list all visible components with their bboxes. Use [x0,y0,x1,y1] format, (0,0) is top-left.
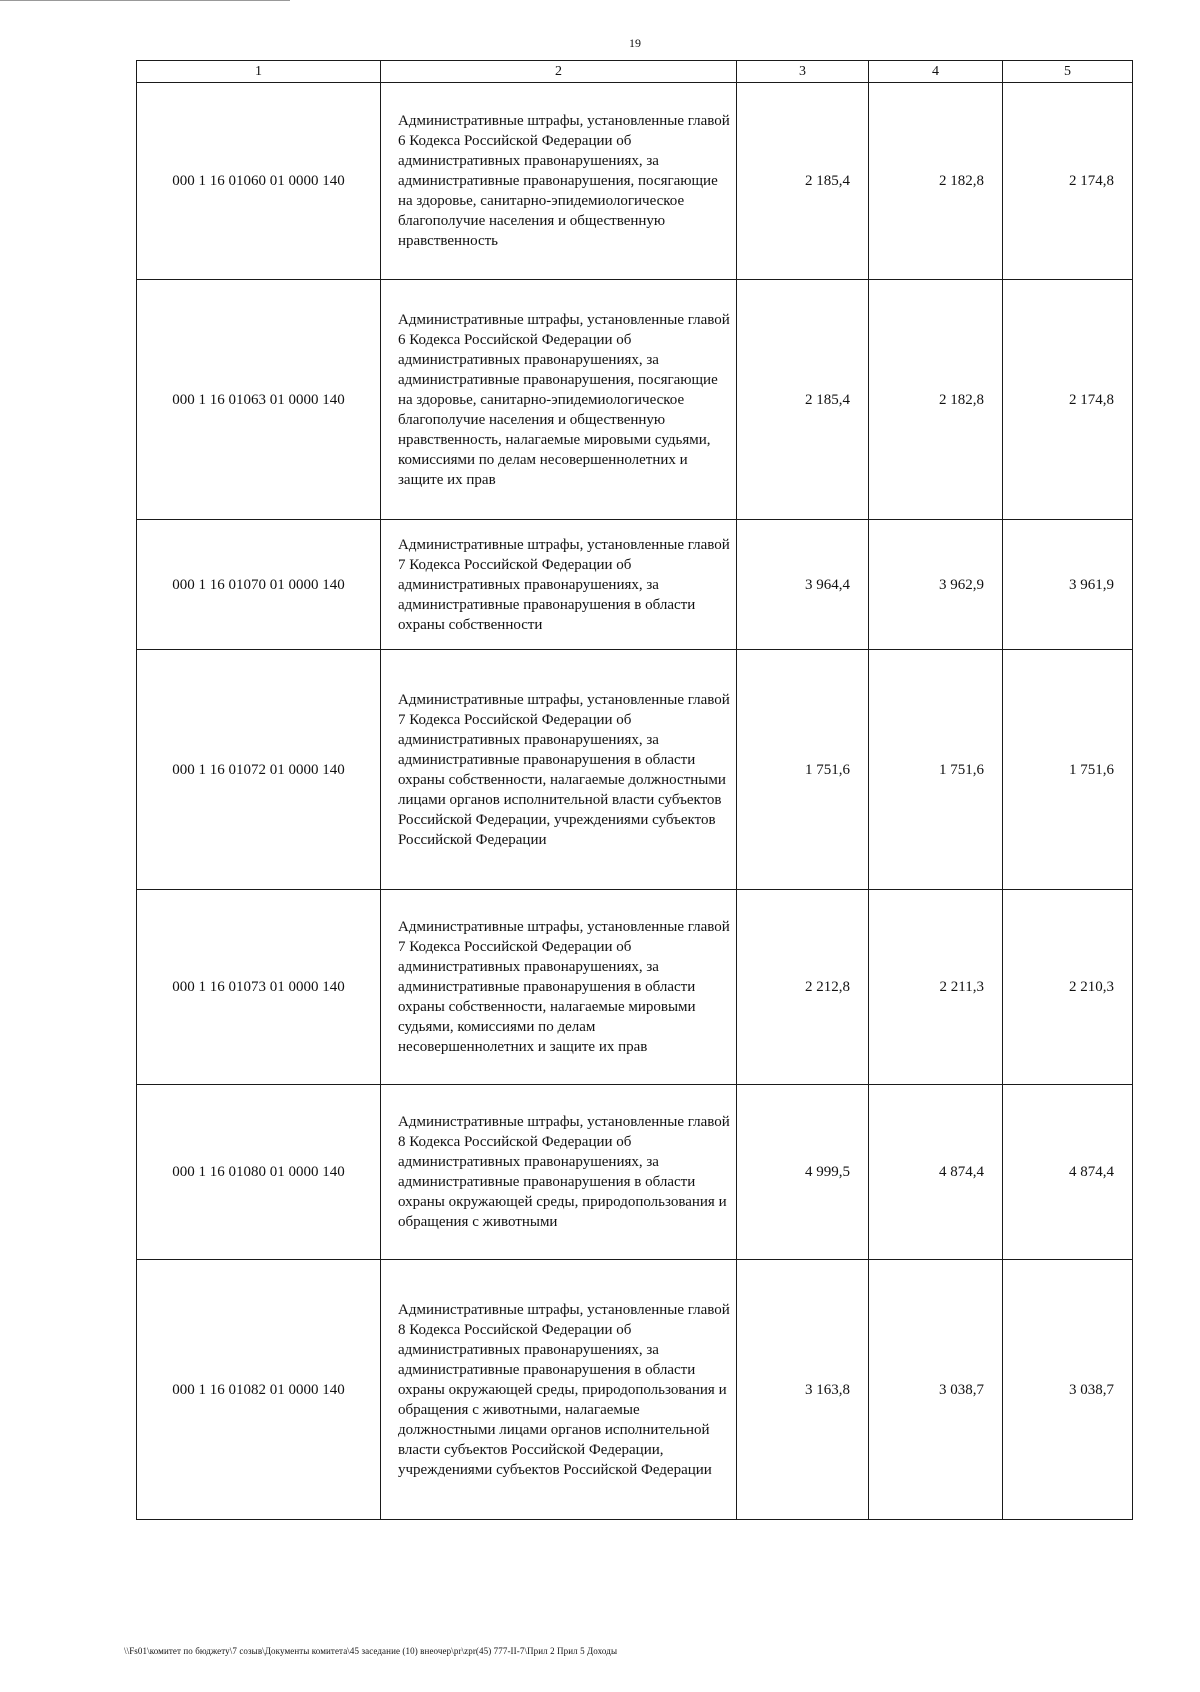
row-value-col5: 3 038,7 [1003,1260,1133,1520]
row-value-col4: 4 874,4 [869,1085,1003,1260]
row-value-col4: 2 182,8 [869,83,1003,280]
row-value-col3: 2 212,8 [737,890,869,1085]
row-value-col5: 2 210,3 [1003,890,1133,1085]
row-description: Административные штрафы, установленные главой 6 Кодекса Российской Федерации об административных правонарушениях, за административные правонарушения, посягающие на здоровье, санитарно-эпидемиологическое благополучие населения и общественную нравственность [381,83,737,280]
header-col-1: 1 [137,61,381,83]
header-col-2: 2 [381,61,737,83]
row-description: Административные штрафы, установленные главой 8 Кодекса Российской Федерации об административных правонарушениях, за административные правонарушения в области охраны окружающей среды, природопользования и обращения с животными, налагаемые должностными лицами органов исполнительной власти субъектов Российской Федерации, учреждениями субъектов Российской Федерации [381,1260,737,1520]
header-col-3: 3 [737,61,869,83]
row-description: Административные штрафы, установленные главой 7 Кодекса Российской Федерации об административных правонарушениях, за административные правонарушения в области охраны собственности, налагаемые должностными лицами органов исполнительной власти субъектов Российской Федерации, учреждениями субъектов Российской Федерации [381,650,737,890]
row-code: 000 1 16 01073 01 0000 140 [137,890,381,1085]
header-col-5: 5 [1003,61,1133,83]
table-row [137,1085,1133,1260]
row-value-col4: 3 962,9 [869,520,1003,650]
row-value-col3: 3 163,8 [737,1260,869,1520]
row-value-col4: 2 182,8 [869,280,1003,520]
table-row [137,280,1133,520]
row-value-col4: 1 751,6 [869,650,1003,890]
row-code: 000 1 16 01082 01 0000 140 [137,1260,381,1520]
row-code: 000 1 16 01070 01 0000 140 [137,520,381,650]
row-description: Административные штрафы, установленные главой 8 Кодекса Российской Федерации об административных правонарушениях, за административные правонарушения в области охраны окружающей среды, природопользования и обращения с животными [381,1085,737,1260]
header-col-4: 4 [869,61,1003,83]
row-value-col4: 3 038,7 [869,1260,1003,1520]
row-value-col5: 3 961,9 [1003,520,1133,650]
row-value-col3: 3 964,4 [737,520,869,650]
row-value-col5: 4 874,4 [1003,1085,1133,1260]
row-value-col5: 2 174,8 [1003,83,1133,280]
row-value-col5: 1 751,6 [1003,650,1133,890]
table-row [137,650,1133,890]
row-code: 000 1 16 01072 01 0000 140 [137,650,381,890]
revenue-table [136,60,1133,1520]
row-description: Административные штрафы, установленные главой 6 Кодекса Российской Федерации об административных правонарушениях, за административные правонарушения, посягающие на здоровье, санитарно-эпидемиологическое благополучие населения и общественную нравственность, налагаемые мировыми судьями, комиссиями по делам несовершеннолетних и защите их прав [381,280,737,520]
table-row [137,520,1133,650]
row-code: 000 1 16 01060 01 0000 140 [137,83,381,280]
footer-file-path: \\Fs01\комитет по бюджету\7 созыв\Документы комитета\45 заседание (10) внеочер\pr\zpr(45) 777-II-7\Прил 2 Прил 5 Доходы [124,1646,618,1656]
row-value-col3: 1 751,6 [737,650,869,890]
row-value-col3: 4 999,5 [737,1085,869,1260]
row-value-col3: 2 185,4 [737,83,869,280]
table-row [137,890,1133,1085]
page-number: 19 [629,36,641,50]
row-code: 000 1 16 01080 01 0000 140 [137,1085,381,1260]
row-value-col5: 2 174,8 [1003,280,1133,520]
row-description: Административные штрафы, установленные главой 7 Кодекса Российской Федерации об административных правонарушениях, за административные правонарушения в области охраны собственности [381,520,737,650]
table-row [137,83,1133,280]
table-row [137,1260,1133,1520]
top-edge-rule [0,0,290,1]
table-header-row [137,61,1133,83]
row-description: Административные штрафы, установленные главой 7 Кодекса Российской Федерации об административных правонарушениях, за административные правонарушения в области охраны собственности, налагаемые мировыми судьями, комиссиями по делам несовершеннолетних и защите их прав [381,890,737,1085]
row-value-col4: 2 211,3 [869,890,1003,1085]
row-code: 000 1 16 01063 01 0000 140 [137,280,381,520]
row-value-col3: 2 185,4 [737,280,869,520]
